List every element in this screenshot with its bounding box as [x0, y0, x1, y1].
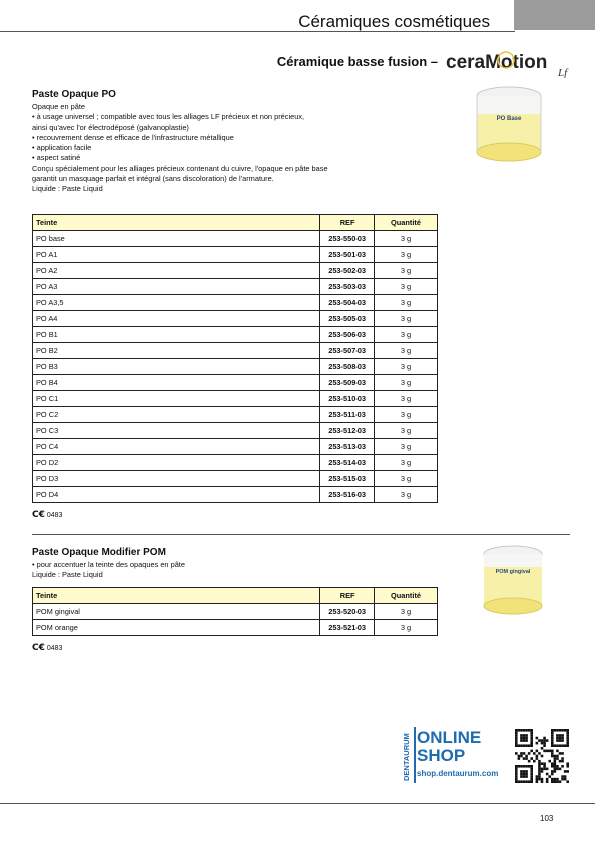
cell-teinte: PO A2 — [33, 263, 320, 279]
cell-quantite: 3 g — [375, 311, 438, 327]
cell-quantite: 3 g — [375, 423, 438, 439]
description-line: • aspect satiné — [32, 153, 81, 163]
cell-teinte: PO C3 — [33, 423, 320, 439]
shop-line-1: ONLINE — [417, 728, 482, 747]
cell-quantite: 3 g — [375, 620, 438, 636]
po-table — [32, 214, 438, 503]
cell-teinte: PO C2 — [33, 407, 320, 423]
cell-quantite: 3 g — [375, 471, 438, 487]
cell-ref: 253-507-03 — [320, 343, 375, 359]
pom-ce-mark: C€ 0483 — [32, 643, 63, 653]
footer-rule — [0, 803, 595, 804]
cell-ref: 253-520-03 — [320, 604, 375, 620]
dentaurum-vertical-brand — [400, 727, 412, 783]
page-title: Céramiques cosmétiques — [298, 12, 490, 31]
header-grey-tab — [514, 0, 595, 30]
cell-quantite: 3 g — [375, 279, 438, 295]
table-row — [33, 279, 438, 295]
cell-ref: 253-515-03 — [320, 471, 375, 487]
cell-ref: 253-550-03 — [320, 231, 375, 247]
cell-quantite: 3 g — [375, 487, 438, 503]
cell-ref: 253-501-03 — [320, 247, 375, 263]
shop-url[interactable]: shop.dentaurum.com — [417, 769, 499, 778]
table-row — [33, 455, 438, 471]
table-row — [33, 407, 438, 423]
table-row — [33, 343, 438, 359]
logo-suffix: Lf — [558, 67, 568, 78]
table-row — [33, 359, 438, 375]
shop-bar — [414, 727, 416, 783]
table-header-row — [33, 588, 438, 604]
po-description — [32, 102, 328, 195]
cell-ref: 253-511-03 — [320, 407, 375, 423]
cell-ref: 253-506-03 — [320, 327, 375, 343]
shop-brand: DENTAURUM — [402, 733, 411, 781]
online-shop-banner[interactable] — [400, 727, 510, 783]
cell-ref: 253-508-03 — [320, 359, 375, 375]
col-ref-header: REF — [320, 215, 375, 231]
cell-quantite: 3 g — [375, 231, 438, 247]
cell-teinte: PO B1 — [33, 327, 320, 343]
col-teinte-header: Teinte — [33, 215, 320, 231]
cell-quantite: 3 g — [375, 375, 438, 391]
table-row — [33, 604, 438, 620]
cell-teinte: PO B3 — [33, 359, 320, 375]
cell-quantite: 3 g — [375, 455, 438, 471]
ceramotion-logo — [446, 48, 576, 78]
cell-ref: 253-510-03 — [320, 391, 375, 407]
col-quantite-header: Quantité — [375, 588, 438, 604]
po-section-title: Paste Opaque PO — [32, 89, 116, 100]
cell-quantite: 3 g — [375, 295, 438, 311]
cell-teinte: PO A1 — [33, 247, 320, 263]
cell-quantite: 3 g — [375, 247, 438, 263]
table-row — [33, 620, 438, 636]
pom-table — [32, 587, 438, 636]
cell-quantite: 3 g — [375, 391, 438, 407]
po-ce-mark: C€ 0483 — [32, 510, 63, 520]
table-row — [33, 247, 438, 263]
cell-ref: 253-516-03 — [320, 487, 375, 503]
cell-ref: 253-504-03 — [320, 295, 375, 311]
table-row — [33, 231, 438, 247]
cell-teinte: POM gingival — [33, 604, 320, 620]
cell-teinte: PO D2 — [33, 455, 320, 471]
description-line: Liquide : Paste Liquid — [32, 570, 103, 580]
description-line: Liquide : Paste Liquid — [32, 184, 103, 194]
po-jar-label: PO Base — [496, 116, 522, 122]
description-line: Conçu spécialement pour les alliages précieux contenant du cuivre, l'opaque en pâte base — [32, 163, 328, 173]
qr-code-icon[interactable] — [514, 729, 570, 783]
cell-ref: 253-502-03 — [320, 263, 375, 279]
table-row — [33, 423, 438, 439]
table-row — [33, 263, 438, 279]
description-line: • à usage universel ; compatible avec tous les alliages LF précieux et non précieux, — [32, 112, 305, 122]
cell-teinte: PO C1 — [33, 391, 320, 407]
shop-line-2: SHOP — [417, 746, 466, 765]
cell-teinte: PO A4 — [33, 311, 320, 327]
cell-quantite: 3 g — [375, 359, 438, 375]
table-row — [33, 487, 438, 503]
cell-teinte: PO D3 — [33, 471, 320, 487]
cell-ref: 253-512-03 — [320, 423, 375, 439]
page-number: 103 — [540, 814, 554, 823]
table-header-row — [33, 215, 438, 231]
description-line: • recouvrement dense et efficace de l'infrastructure métallique — [32, 132, 234, 142]
pom-section-title: Paste Opaque Modifier POM — [32, 547, 166, 558]
logo-text: ceraMotion — [446, 52, 548, 73]
description-line: garantit un masquage parfait et intégral (sans discoloration) de l'armature. — [32, 174, 274, 184]
header-rule — [0, 31, 515, 32]
pom-product-image — [478, 543, 548, 619]
cell-teinte: PO base — [33, 231, 320, 247]
table-row — [33, 471, 438, 487]
cell-teinte: PO D4 — [33, 487, 320, 503]
table-row — [33, 295, 438, 311]
description-line: • pour accentuer la teinte des opaques en pâte — [32, 560, 185, 569]
cell-quantite: 3 g — [375, 439, 438, 455]
cell-teinte: PO B4 — [33, 375, 320, 391]
cell-ref: 253-503-03 — [320, 279, 375, 295]
cell-teinte: PO C4 — [33, 439, 320, 455]
description-line: • application facile — [32, 143, 92, 153]
cell-teinte: POM orange — [33, 620, 320, 636]
cell-quantite: 3 g — [375, 343, 438, 359]
cell-teinte: PO A3,5 — [33, 295, 320, 311]
page-subtitle: Céramique basse fusion – — [276, 54, 438, 69]
cell-ref: 253-513-03 — [320, 439, 375, 455]
pom-jar-label: POM gingival — [495, 569, 531, 575]
pom-description — [32, 560, 185, 581]
cell-quantite: 3 g — [375, 263, 438, 279]
cell-ref: 253-521-03 — [320, 620, 375, 636]
po-product-image — [470, 84, 548, 166]
table-row — [33, 327, 438, 343]
cell-quantite: 3 g — [375, 407, 438, 423]
description-line: ainsi qu'avec l'or électrodéposé (galvanoplastie) — [32, 122, 189, 132]
section-divider — [32, 534, 570, 535]
cell-ref: 253-505-03 — [320, 311, 375, 327]
cell-teinte: PO B2 — [33, 343, 320, 359]
table-row — [33, 439, 438, 455]
cell-teinte: PO A3 — [33, 279, 320, 295]
cell-ref: 253-514-03 — [320, 455, 375, 471]
description-line: Opaque en pâte — [32, 102, 86, 111]
table-row — [33, 311, 438, 327]
cell-quantite: 3 g — [375, 604, 438, 620]
table-row — [33, 375, 438, 391]
cell-quantite: 3 g — [375, 327, 438, 343]
col-teinte-header: Teinte — [33, 588, 320, 604]
cell-ref: 253-509-03 — [320, 375, 375, 391]
table-row — [33, 391, 438, 407]
col-quantite-header: Quantité — [375, 215, 438, 231]
col-ref-header: REF — [320, 588, 375, 604]
